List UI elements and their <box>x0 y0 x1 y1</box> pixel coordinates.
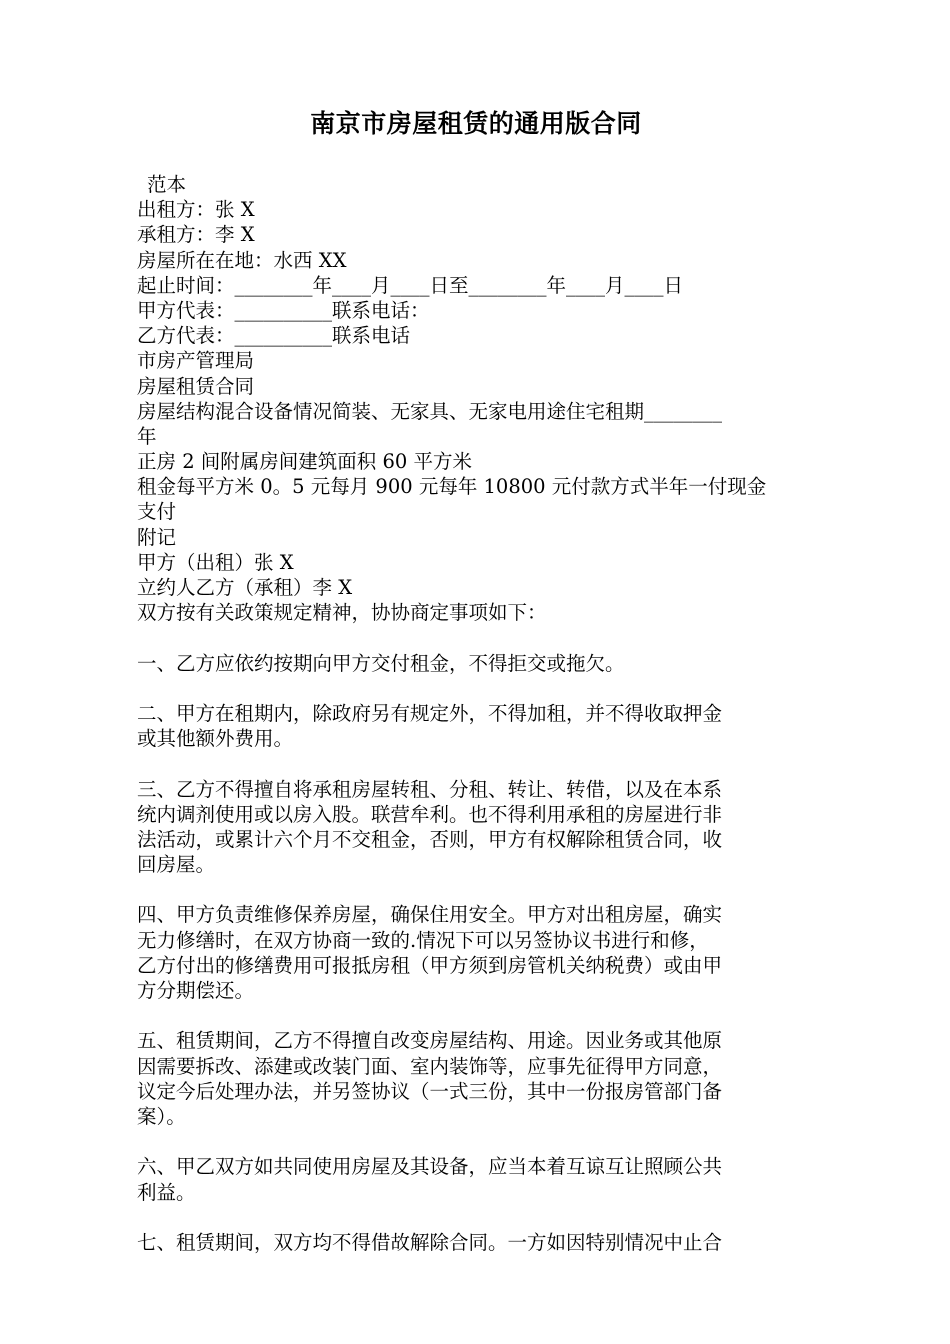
text-line: 一、乙方应依约按期向甲方交付租金，不得拒交或拖欠。 <box>137 651 625 675</box>
text-line: 回房屋。 <box>137 853 216 877</box>
text-line: 无力修缮时，在双方协商一致的.情况下可以另签协议书进行和修， <box>137 928 709 952</box>
text-line: 六、甲乙双方如共同使用房屋及其设备，应当本着互谅互让照顾公共 <box>137 1155 723 1179</box>
text-line: 七、租赁期间，双方均不得借故解除合同。一方如因特别情况中止合 <box>137 1230 723 1254</box>
text-line: 乙方代表：__________联系电话 <box>137 324 411 348</box>
text-line: 法活动，或累计六个月不交租金，否则，甲方有权解除租赁合同，收 <box>137 827 723 851</box>
text-line: 附记 <box>137 525 177 549</box>
text-line: 四、甲方负责维修保养房屋，确保住用安全。甲方对出租房屋，确实 <box>137 903 723 927</box>
text-line: 范本 <box>147 173 187 196</box>
text-line: 利益。 <box>137 1180 196 1204</box>
text-line: 乙方付出的修缮费用可报抵房租（甲方须到房管机关纳税费）或由甲 <box>137 953 723 977</box>
document-body <box>137 172 815 1255</box>
text-line: 五、租赁期间，乙方不得擅自改变房屋结构、用途。因业务或其他原 <box>137 1029 723 1053</box>
text-line: 房屋租赁合同 <box>137 374 255 398</box>
text-line: 正房 2 间附属房间建筑面积 60 平方米 <box>137 450 473 474</box>
text-line: 或其他额外费用。 <box>137 727 294 751</box>
blank-line <box>137 1129 815 1154</box>
text-line: 甲方（出租）张 X <box>137 550 294 574</box>
text-line: 起止时间：________年____月____日至________年____月____日 <box>137 273 684 297</box>
text-line: 房屋所在在地：水西 XX <box>137 248 347 272</box>
text-line: 租金每平方米 0。5 元每月 900 元每年 10800 元付款方式半年一付现金 <box>137 475 767 499</box>
text-line: 因需要拆改、添建或改装门面、室内装饰等，应事先征得甲方同意， <box>137 1054 723 1078</box>
text-line: 甲方代表：__________联系电话： <box>137 298 430 322</box>
text-line: 市房产管理局 <box>137 349 255 373</box>
text-line: 议定今后处理办法，并另签协议（一式三份，其中一份报房管部门备 <box>137 1079 723 1103</box>
blank-line <box>137 625 815 650</box>
document-title: 南京市房屋租赁的通用版合同 <box>310 109 642 138</box>
blank-line <box>137 1205 815 1230</box>
blank-line <box>137 877 815 902</box>
text-line: 承租方：李 X <box>137 223 255 247</box>
text-line: 双方按有关政策规定精神，协协商定事项如下： <box>137 601 547 625</box>
text-line: 年 <box>137 424 157 448</box>
text-line: 二、甲方在租期内，除政府另有规定外，不得加租，并不得收取押金 <box>137 701 723 725</box>
text-line: 立约人乙方（承租）李 X <box>137 576 353 599</box>
text-line: 房屋结构混合设备情况简装、无家具、无家电用途住宅租期________ <box>137 399 723 423</box>
text-line: 三、乙方不得擅自将承租房屋转租、分租、转让、转借，以及在本系 <box>137 777 723 801</box>
text-line: 案）。 <box>137 1104 186 1128</box>
blank-line <box>137 676 815 701</box>
text-line: 支付 <box>137 500 177 524</box>
document-page <box>137 0 815 1344</box>
text-line: 方分期偿还。 <box>137 979 255 1002</box>
text-line: 出租方：张 X <box>137 198 255 222</box>
blank-line <box>137 1003 815 1028</box>
text-line: 统内调剂使用或以房入股。联营牟利。也不得利用承租的房屋进行非 <box>137 802 723 826</box>
blank-line <box>137 751 815 776</box>
